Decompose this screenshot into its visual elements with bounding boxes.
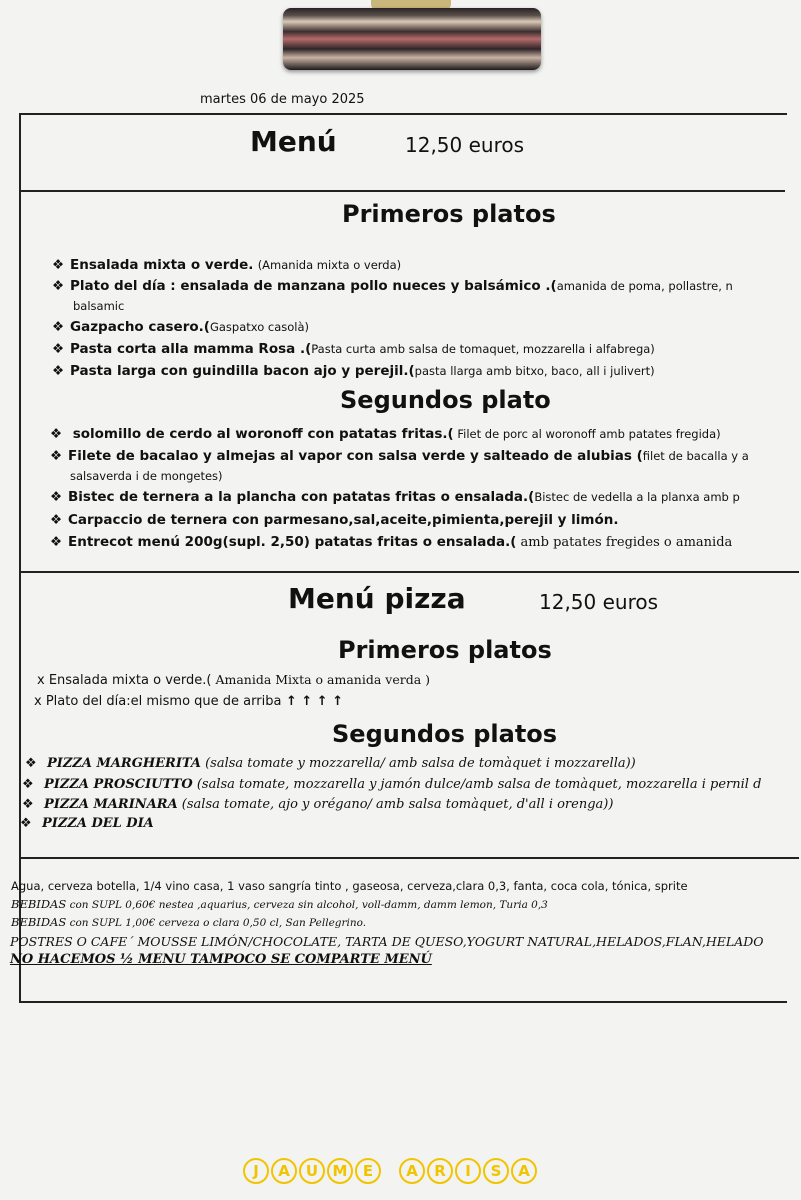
- diamond-bullet-icon: ❖: [52, 278, 65, 294]
- clip-plate: [283, 8, 541, 70]
- diamond-bullet-icon: ❖: [20, 816, 32, 831]
- pizza-primeros-title: Primeros platos: [338, 636, 552, 664]
- watermark-letter: R: [427, 1158, 453, 1184]
- watermark-space: [383, 1158, 397, 1184]
- watermark-letter: E: [355, 1158, 381, 1184]
- diamond-bullet-icon: ❖: [50, 448, 63, 464]
- diamond-bullet-icon: ❖: [52, 341, 65, 357]
- watermark-letter: J: [243, 1158, 269, 1184]
- diamond-bullet-icon: ❖: [22, 777, 34, 792]
- list-item: ❖ PIZZA MARINARA (salsa tomate, ajo y orégano/ amb salsa tomàquet, d'all i orenga)): [22, 797, 614, 812]
- list-item: ❖ Carpaccio de ternera con parmesano,sal,aceite,pimienta,perejil y limón.: [50, 512, 619, 528]
- list-item: ❖ PIZZA MARGHERITA (salsa tomate y mozzarella/ amb salsa de tomàquet i mozzarella)): [25, 756, 636, 771]
- segundos-title: Segundos plato: [340, 386, 551, 414]
- pizza-segundos-title: Segundos platos: [332, 720, 558, 748]
- menu-title: Menú: [250, 125, 337, 158]
- list-item: ❖ Filete de bacalao y almejas al vapor con salsa verde y salteado de alubias (filet de bacalla y a: [50, 448, 749, 464]
- clipboard-clip: [283, 0, 541, 72]
- drinks-line: Agua, cerveza botella, 1/4 vino casa, 1 vaso sangría tinto , gaseosa, cerveza,clara 0,3, fanta, coca cola, tónica, sprite: [11, 879, 688, 893]
- pizza-menu-price: 12,50 euros: [539, 590, 659, 614]
- watermark-letter: A: [399, 1158, 425, 1184]
- drinks-supplement-line: BEBIDAS con SUPL 1,00€ cerveza o clara 0,50 cl, San Pellegrino.: [11, 915, 367, 929]
- up-arrows-icon: ↑ ↑ ↑ ↑: [281, 694, 344, 709]
- menu-frame: [19, 113, 787, 1003]
- primeros-title: Primeros platos: [342, 200, 556, 228]
- diamond-bullet-icon: ❖: [50, 489, 63, 505]
- watermark-letter: A: [511, 1158, 537, 1184]
- watermark-letter: I: [455, 1158, 481, 1184]
- list-item: ❖ Gazpacho casero.(Gaspatxo casolà): [52, 319, 310, 335]
- watermark-letter: U: [299, 1158, 325, 1184]
- diamond-bullet-icon: ❖: [25, 756, 37, 771]
- watermark-letter: A: [271, 1158, 297, 1184]
- list-item: ❖ Entrecot menú 200g(supl. 2,50) patatas fritas o ensalada.( amb patates fregides o amanida: [50, 534, 733, 550]
- list-item: ❖ Pasta corta alla mamma Rosa .(Pasta curta amb salsa de tomaquet, mozzarella i alfabrega): [52, 341, 655, 357]
- notice-line: NO HACEMOS ½ MENU TAMPOCO SE COMPARTE MENÚ: [10, 952, 432, 967]
- pizza-menu-title: Menú pizza: [288, 582, 466, 615]
- diamond-bullet-icon: ❖: [50, 426, 63, 442]
- diamond-bullet-icon: ❖: [22, 797, 34, 812]
- diamond-bullet-icon: ❖: [52, 363, 65, 379]
- watermark-letter: S: [483, 1158, 509, 1184]
- list-item: x Ensalada mixta o verde.( Amanida Mixta o amanida verda ): [37, 672, 431, 688]
- list-item: ❖ Bistec de ternera a la plancha con patatas fritas o ensalada.(Bistec de vedella a la planxa amb p: [50, 489, 740, 505]
- divider-header: [19, 190, 785, 192]
- watermark-letter: M: [327, 1158, 353, 1184]
- desserts-line: POSTRES O CAFE´ MOUSSE LIMÓN/CHOCOLATE, TARTA DE QUESO,YOGURT NATURAL,HELADOS,FLAN,HELADO: [10, 934, 764, 949]
- list-item: ❖ Ensalada mixta o verde. (Amanida mixta o verda): [52, 257, 402, 273]
- menu-date: martes 06 de mayo 2025: [200, 92, 365, 107]
- menu-price: 12,50 euros: [405, 133, 525, 157]
- diamond-bullet-icon: ❖: [50, 512, 63, 528]
- list-item: x Plato del día:el mismo que de arriba ↑ ↑ ↑ ↑: [34, 694, 344, 709]
- diamond-bullet-icon: ❖: [52, 257, 65, 273]
- watermark: [243, 1158, 537, 1184]
- list-item-continuation: balsamic: [73, 299, 125, 313]
- divider-pizza: [19, 571, 799, 573]
- list-item: ❖ Pasta larga con guindilla bacon ajo y perejil.(pasta llarga amb bitxo, baco, all i julivert): [52, 363, 655, 379]
- divider-drinks: [19, 857, 799, 859]
- diamond-bullet-icon: ❖: [52, 319, 65, 335]
- list-item: ❖ PIZZA DEL DIA: [20, 816, 154, 831]
- diamond-bullet-icon: ❖: [50, 534, 63, 550]
- list-item-continuation: salsaverda i de mongetes): [70, 469, 223, 483]
- list-item: ❖ Plato del día : ensalada de manzana pollo nueces y balsámico .(amanida de poma, pollastre, n: [52, 278, 733, 294]
- list-item: ❖ solomillo de cerdo al woronoff con patatas fritas.( Filet de porc al woronoff amb patates fregida): [50, 426, 721, 442]
- list-item: ❖ PIZZA PROSCIUTTO (salsa tomate, mozzarella y jamón dulce/amb salsa de tomàquet, mozzarella i pernil d: [22, 777, 762, 792]
- drinks-supplement-line: BEBIDAS con SUPL 0,60€ nestea ,aquarius, cerveza sin alcohol, voll-damm, damm lemon, Turia 0,3: [11, 897, 548, 911]
